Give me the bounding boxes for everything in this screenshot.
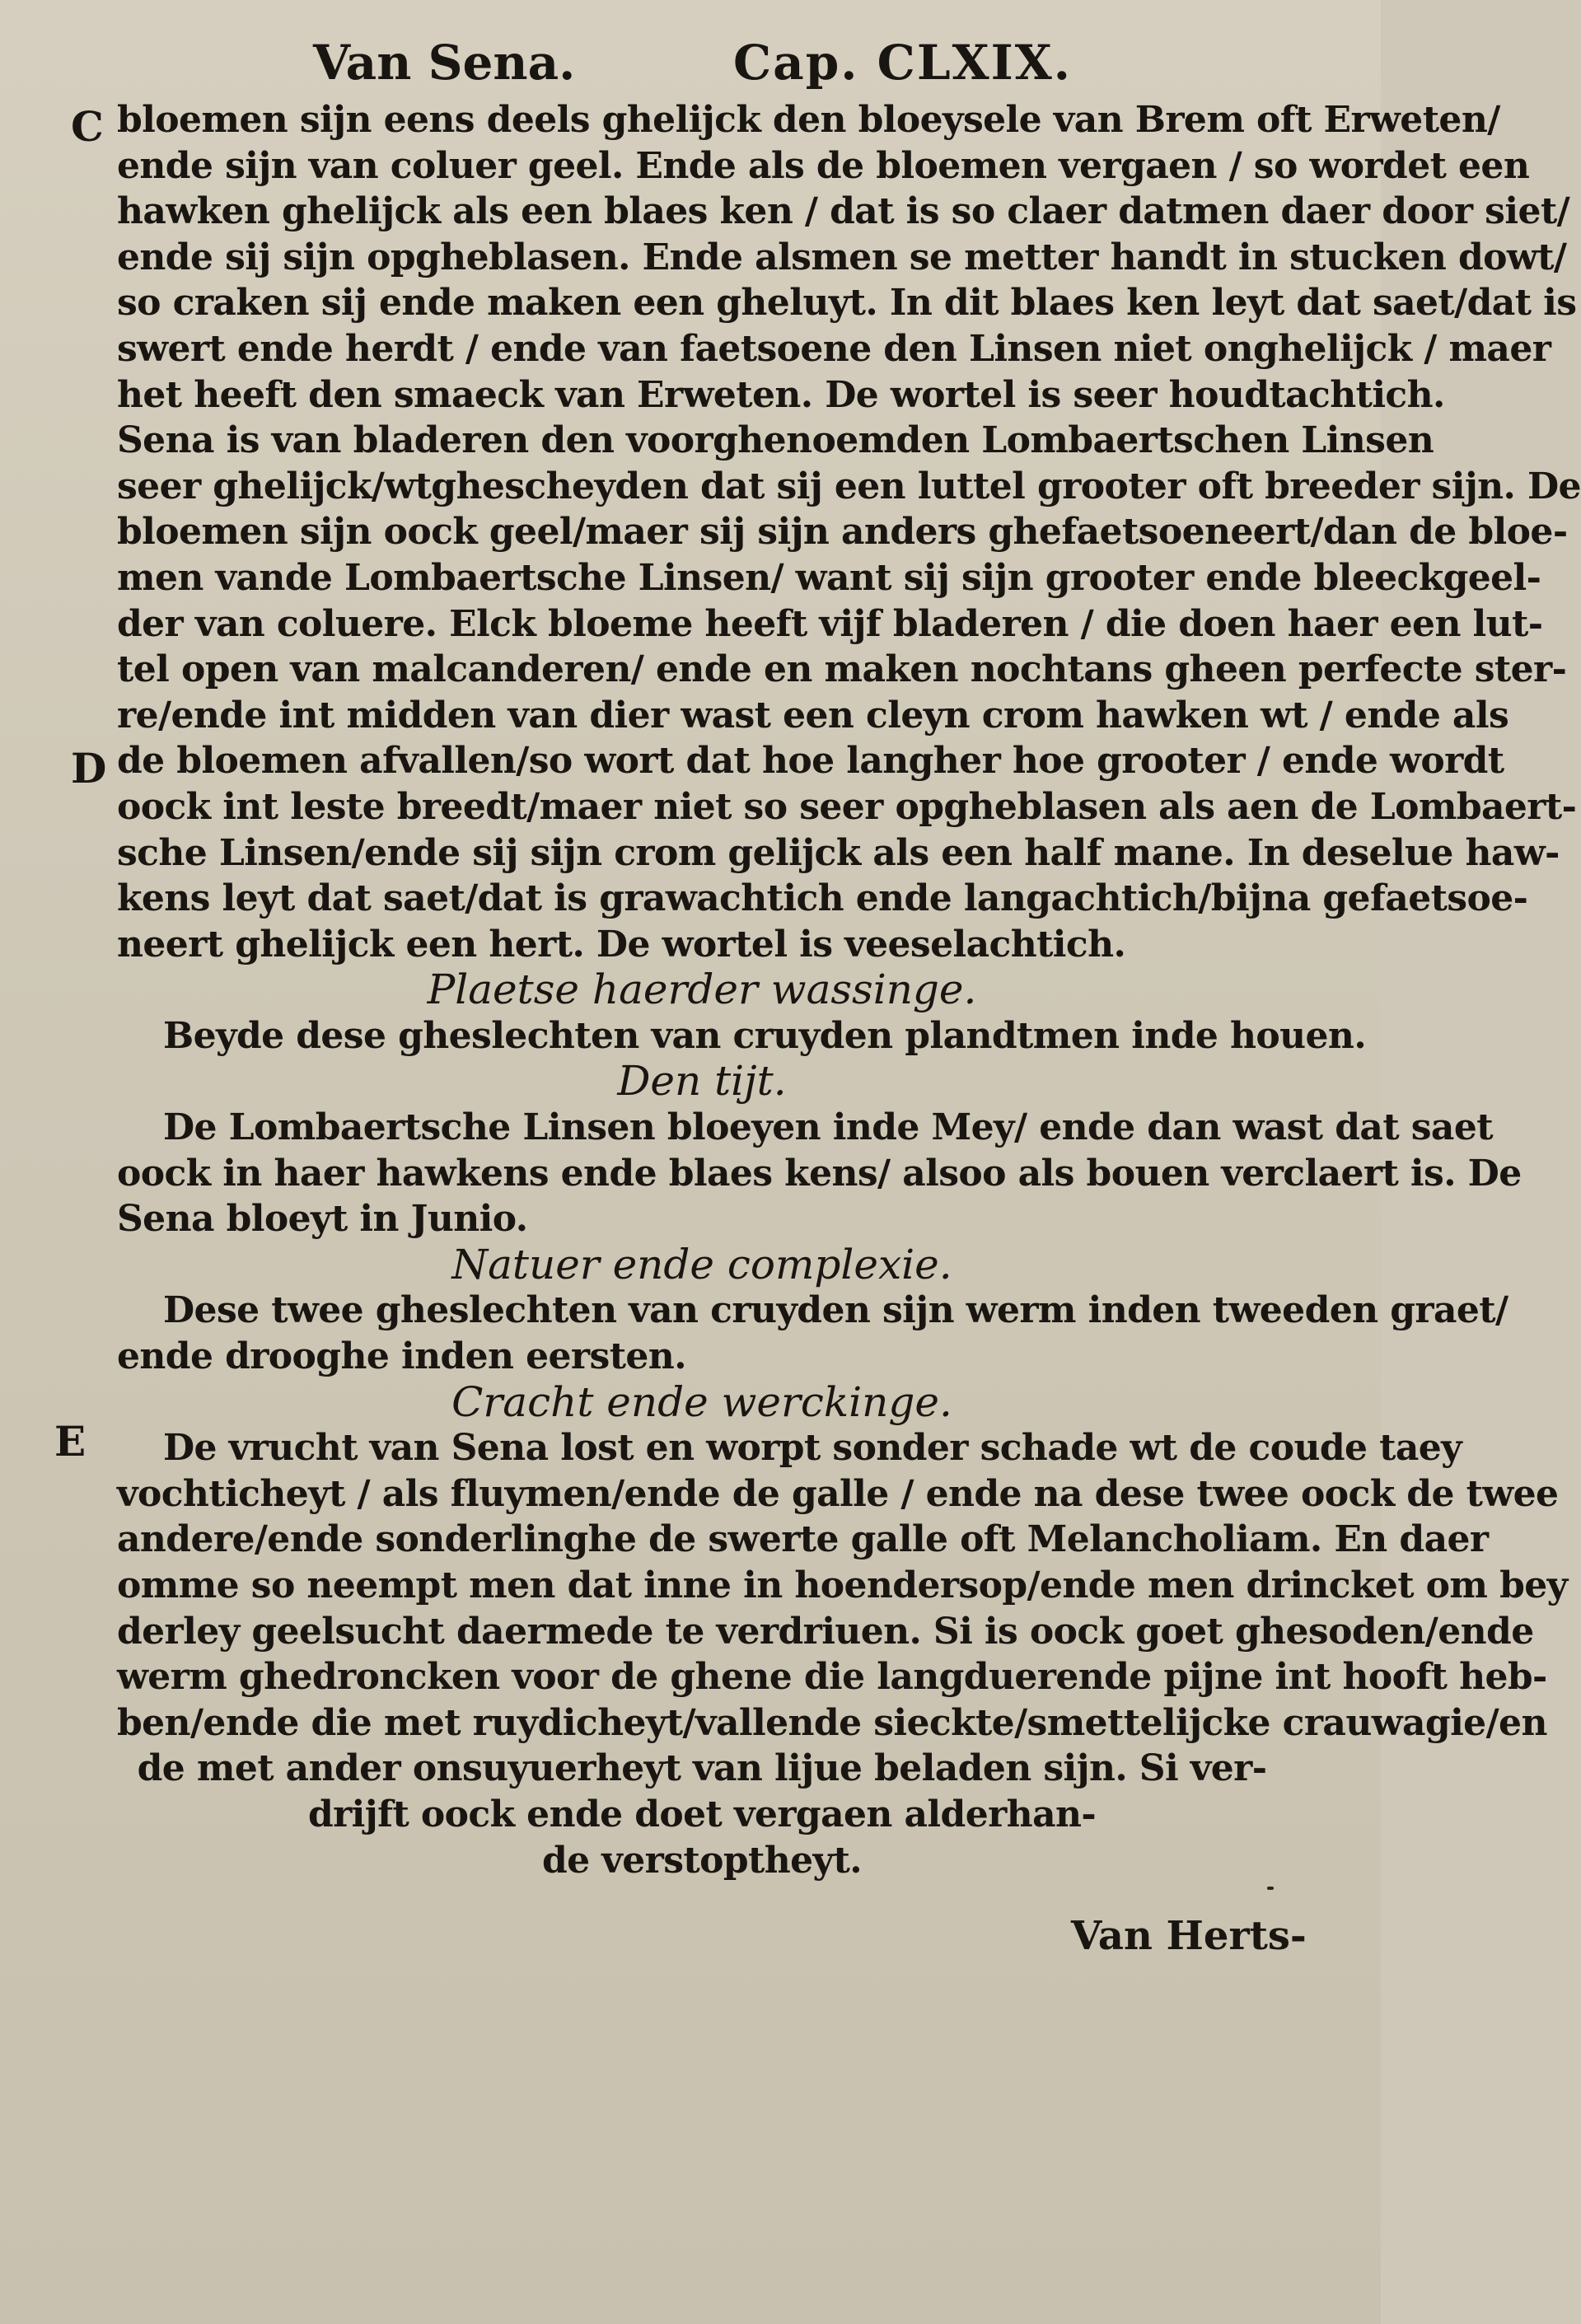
text-line: seer ghelijck/wtghescheyden dat sij een luttel grooter oft breeder sijn. De [117, 465, 1581, 507]
text-line: Dese twee gheslechten van cruyden sijn werm inden tweeden graet/ [163, 1289, 1508, 1332]
header-title: Van Sena. [313, 35, 576, 91]
text-line: oock int leste breedt/maer niet so seer opgheblasen als aen de Lombaert- [117, 785, 1577, 828]
text-line: De vrucht van Sena lost en worpt sonder schade wt de coude taey [163, 1427, 1462, 1470]
description-paragraph [117, 97, 1581, 967]
text-line: werm ghedroncken voor de ghene die langduerende pijne int hooft heb- [117, 1656, 1547, 1699]
text-line: De Lombaertsche Linsen bloeyen inde Mey/ ende dan wast dat saet [163, 1106, 1493, 1149]
text-line: der van coluere. Elck bloeme heeft vijf bladeren / die doen haer een lut- [117, 602, 1543, 645]
text-line: omme so neempt men dat inne in hoendersop/ende men drincket om bey [117, 1564, 1568, 1606]
text-line: de met ander onsuyuerheyt van lijue beladen sijn. Si ver- [137, 1747, 1267, 1790]
text-line: so craken sij ende maken een gheluyt. In dit blaes ken leyt dat saet/dat is [117, 282, 1577, 325]
text-line: sche Linsen/ende sij sijn crom gelijck als een half mane. In deselue haw- [117, 831, 1560, 874]
text-line: tel open van malcanderen/ ende en maken nochtans gheen perfecte ster- [117, 648, 1567, 691]
section-heading-nature: Natuer ende complexie. [451, 1240, 952, 1288]
text-line: drijft oock ende doet vergaen alderhan- [307, 1793, 1097, 1835]
text-line: het heeft den smaeck van Erweten. De wortel is seer houdtachtich. [117, 373, 1445, 416]
section-heading-time: Den tijt. [617, 1057, 787, 1106]
text-line: derley geelsucht daermede te verdriuen. Si is oock goet ghesoden/ende [117, 1610, 1534, 1653]
text-line: men vande Lombaertsche Linsen/ want sij sijn grooter ende bleeckgeel- [117, 556, 1541, 599]
text-line: Sena is van bladeren den voorghenoemden Lombaertschen Linsen [117, 419, 1434, 462]
text-line: swert ende herdt / ende van faetsoene den Linsen niet onghelijck / maer [117, 327, 1551, 370]
page-body [117, 97, 1581, 1883]
margin-letter-d: D [71, 744, 107, 793]
text-line: oock in haer hawkens ende blaes kens/ alsoo als bouen verclaert is. De [117, 1152, 1522, 1195]
running-header [313, 30, 1104, 96]
text-line: ende drooghe inden eersten. [117, 1335, 686, 1378]
section-heading-power: Cracht ende werckinge. [451, 1377, 952, 1426]
section-heading-place: Plaetse haerder wassinge. [427, 966, 977, 1014]
text-line: kens leyt dat saet/dat is grawachtich ende langachtich/bijna gefaetsoe- [117, 877, 1528, 920]
margin-letter-e: E [54, 1417, 87, 1466]
catchword: Van Herts- [1071, 1913, 1307, 1959]
text-line: vochticheyt / als fluymen/ende de galle / ende na dese twee oock de twee [117, 1472, 1559, 1515]
text-line: Sena bloeyt in Junio. [117, 1198, 528, 1241]
text-line: hawken ghelijck als een blaes ken / dat is so claer datmen daer door siet/ [117, 190, 1570, 233]
text-line: ende sijn van coluer geel. Ende als de bloemen vergaen / so wordet een [117, 144, 1530, 187]
text-line: bloemen sijn oock geel/maer sij sijn anders ghefaetsoeneert/dan de bloe- [117, 511, 1568, 554]
text-line: andere/ende sonderlinghe de swerte galle oft Melancholiam. En daer [117, 1518, 1489, 1561]
text-line: neert ghelijck een hert. De wortel is veeselachtich. [117, 923, 1126, 966]
text-line: ende sij sijn opgheblasen. Ende alsmen se metter handt in stucken dowt/ [117, 236, 1567, 278]
text-line: Beyde dese gheslechten van cruyden plandtmen inde houen. [163, 1014, 1367, 1057]
ink-speck [1267, 1887, 1274, 1890]
text-line: de bloemen afvallen/so wort dat hoe langher hoe grooter / ende wordt [117, 740, 1504, 783]
chapter-number: Cap. CLXIX. [733, 35, 1072, 91]
text-line: de verstoptheyt. [542, 1839, 862, 1882]
text-line: re/ende int midden van dier wast een cleyn crom hawken wt / ende als [117, 694, 1509, 736]
margin-letter-c: C [71, 102, 104, 151]
text-line: ben/ende die met ruydicheyt/vallende sieckte/smettelijcke crauwagie/en [117, 1701, 1547, 1744]
text-line: bloemen sijn eens deels ghelijck den bloeysele van Brem oft Erweten/ [117, 99, 1500, 141]
